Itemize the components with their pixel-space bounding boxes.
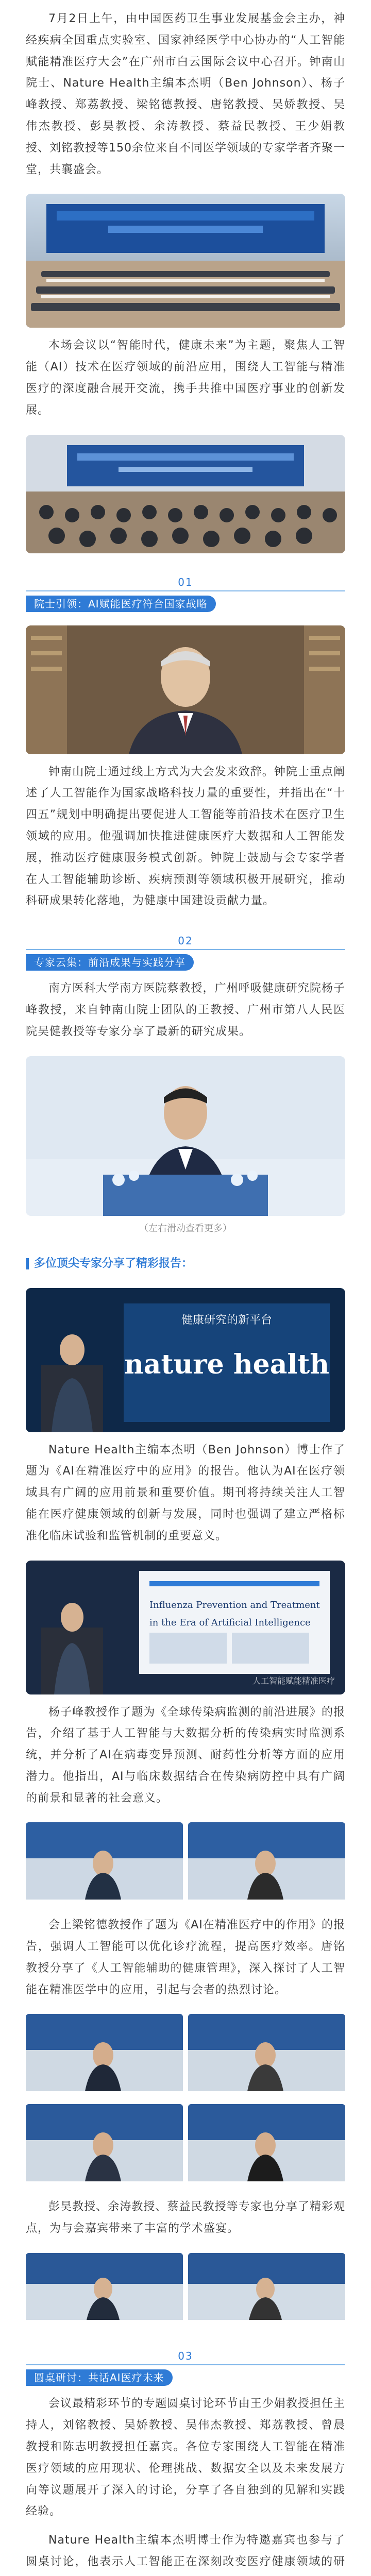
section-number: 02 bbox=[178, 935, 193, 947]
photo-watermark: 人工智能赋能精准医疗 bbox=[252, 1676, 335, 1686]
section-title: 专家云集：前沿成果与实践分享 bbox=[26, 954, 194, 971]
section-01-paragraph bbox=[0, 761, 371, 912]
section-02-header bbox=[26, 935, 345, 971]
intro-paragraph-2 bbox=[0, 335, 371, 421]
carousel-caption: （左右滑动查看更多） bbox=[139, 1223, 232, 1234]
subheading-text: 多位顶尖专家分享了精彩报告： bbox=[34, 1257, 193, 1270]
section-03-text-1: 会议最精彩环节的专题圆桌讨论环节由王少娟教授担任主持人，刘铭教授、吴娇教授、吴伟杰教授、郑荔教授、曾晨教授和陈志明教授担任嘉宾。各位专家围绕人工智能在精准医疗领域的应用现状、伦理挑战、数据安全以及未来发展方向等议题展开了深入的讨论，分享了各自独到的见解和实践经验。 bbox=[26, 2397, 345, 2518]
talk-2-text: 杨子峰教授作了题为《全球传染病监测的前沿进展》的报告，介绍了基于人工智能与大数据分析的传染病实时监测系统，并分析了AI在病毒变异预测、耐药性分析等方面的应用潜力。他指出，AI与临床数据结合在传染病防控中具有广阔的前景和显著的社会意义。 bbox=[26, 1705, 345, 1805]
reports-subheading bbox=[26, 1253, 345, 1275]
speaker-photo bbox=[26, 2104, 183, 2189]
speaker-photo bbox=[188, 1822, 345, 1907]
section-03-paragraph-2 bbox=[0, 2530, 371, 2576]
speaker-photo bbox=[26, 2253, 183, 2328]
intro-text-2: 本场会议以“智能时代，健康未来”为主题，聚焦人工智能（AI）技术在医疗领域的前沿应用，围绕人工智能与精准医疗的深度融合展开交流，携手共推中国医疗事业的创新发展。 bbox=[26, 339, 345, 417]
section-divider bbox=[26, 949, 345, 950]
nature-health-talk-photo bbox=[26, 1288, 345, 1432]
section-03-text-2: Nature Health主编本杰明博士作为特邀嘉宾也参与了圆桌讨论，他表示人工智能正在深刻改变医疗健康领域的研 bbox=[26, 2534, 345, 2569]
conference-hall-photo bbox=[26, 194, 345, 328]
audience-photo bbox=[26, 435, 345, 553]
section-01-header bbox=[26, 576, 345, 612]
talk-1-paragraph bbox=[0, 1439, 371, 1547]
speaker-grid-3 bbox=[26, 2253, 345, 2328]
talk-4-paragraph bbox=[0, 2196, 371, 2240]
section-number: 01 bbox=[178, 575, 193, 588]
speaker-photo bbox=[26, 2014, 183, 2099]
talk-1-text: Nature Health主编本杰明（Ben Johnson）博士作了题为《AI在精准医疗中的应用》的报告。他认为AI在医疗领域具有广阔的应用前景和重要价值。期刊将持续关注人工智能在医疗健康领域的创新与发展，同时也强调了建立严格标准化临床试验和监管机制的重要意义。 bbox=[26, 1443, 345, 1543]
section-02-text: 南方医科大学南方医院蔡教授，广州呼吸健康研究院杨子峰教授，来自钟南山院士团队的王教授、广州市第八人民医院吴健教授等专家分享了最新的研究成果。 bbox=[26, 982, 345, 1038]
subheading-bar bbox=[26, 1258, 29, 1269]
talk-2-paragraph bbox=[0, 1702, 371, 1809]
section-divider bbox=[26, 590, 345, 591]
speaker-photo bbox=[188, 2253, 345, 2328]
banner-cn-text: 健康研究的新平台 bbox=[181, 1313, 272, 1327]
talk-3-text: 会上梁铭德教授作了题为《AI在精准医疗中的作用》的报告，强调人工智能可以优化诊疗流程，提高医疗效率。唐铭教授分享了《人工智能辅助的健康管理》，深入探讨了人工智能在精准医学中的应用，引起与会者的热烈讨论。 bbox=[26, 1919, 345, 1996]
talk-3-paragraph bbox=[0, 1914, 371, 2001]
paper-title: Influenza Prevention and Treatment in the Era of Artificial Intelligence bbox=[149, 1599, 320, 1628]
academician-video-photo bbox=[26, 625, 345, 754]
banner-en-text: nature health bbox=[124, 1348, 330, 1380]
speaker-photo bbox=[188, 2014, 345, 2099]
section-03-header bbox=[26, 2350, 345, 2386]
intro-paragraph bbox=[0, 8, 371, 180]
speaker-grid-1 bbox=[26, 1822, 345, 1907]
section-title: 院士引领：AI赋能医疗符合国家战略 bbox=[26, 596, 216, 612]
section-01-text: 钟南山院士通过线上方式为大会发来致辞。钟院士重点阐述了人工智能作为国家战略科技力量的重要性，并指出在“十四五”规划中明确提出要促进人工智能等前沿技术在医疗卫生领域的应用。他强调加快推进健康医疗大数据和人工智能发展，推动医疗健康服务模式创新。钟院士鼓励与会专家学者在人工智能辅助诊断、疾病预测等领域积极开展研究，推动科研成果转化落地，为健康中国建设贡献力量。 bbox=[26, 765, 345, 908]
speaker-photo bbox=[26, 1822, 183, 1907]
section-03-paragraph-1 bbox=[0, 2393, 371, 2522]
intro-text: 7月2日上午，由中国医药卫生事业发展基金会主办，神经疾病全国重点实验室、国家神经医学中心协办的“人工智能赋能精准医疗大会”在广州市白云国际会议中心召开。钟南山院士、Nature Health主编本杰明（Ben Johnson）、杨子峰教授、郑荔教授、梁铭德教授、唐铭教授、吴娇教授、吴伟杰教授、彭昊教授、余涛教授、蔡益民教授、王少娟教授、刘铭教授等150余位来自不同医学领域的专家学者齐聚一堂，共襄盛会。 bbox=[26, 12, 345, 176]
section-02-paragraph bbox=[0, 978, 371, 1042]
talk-4-text: 彭昊教授、余涛教授、蔡益民教授等专家也分享了精彩观点，为与会嘉宾带来了丰富的学术盛宴。 bbox=[26, 2200, 345, 2235]
speaker-carousel-photo[interactable] bbox=[26, 1056, 345, 1216]
speaker-grid-2 bbox=[26, 2014, 345, 2189]
speaker-photo bbox=[188, 2104, 345, 2189]
influenza-talk-photo bbox=[26, 1561, 345, 1694]
section-title: 圆桌研讨：共话AI医疗未来 bbox=[26, 2369, 173, 2386]
section-number: 03 bbox=[178, 2350, 193, 2363]
section-divider bbox=[26, 2364, 345, 2365]
